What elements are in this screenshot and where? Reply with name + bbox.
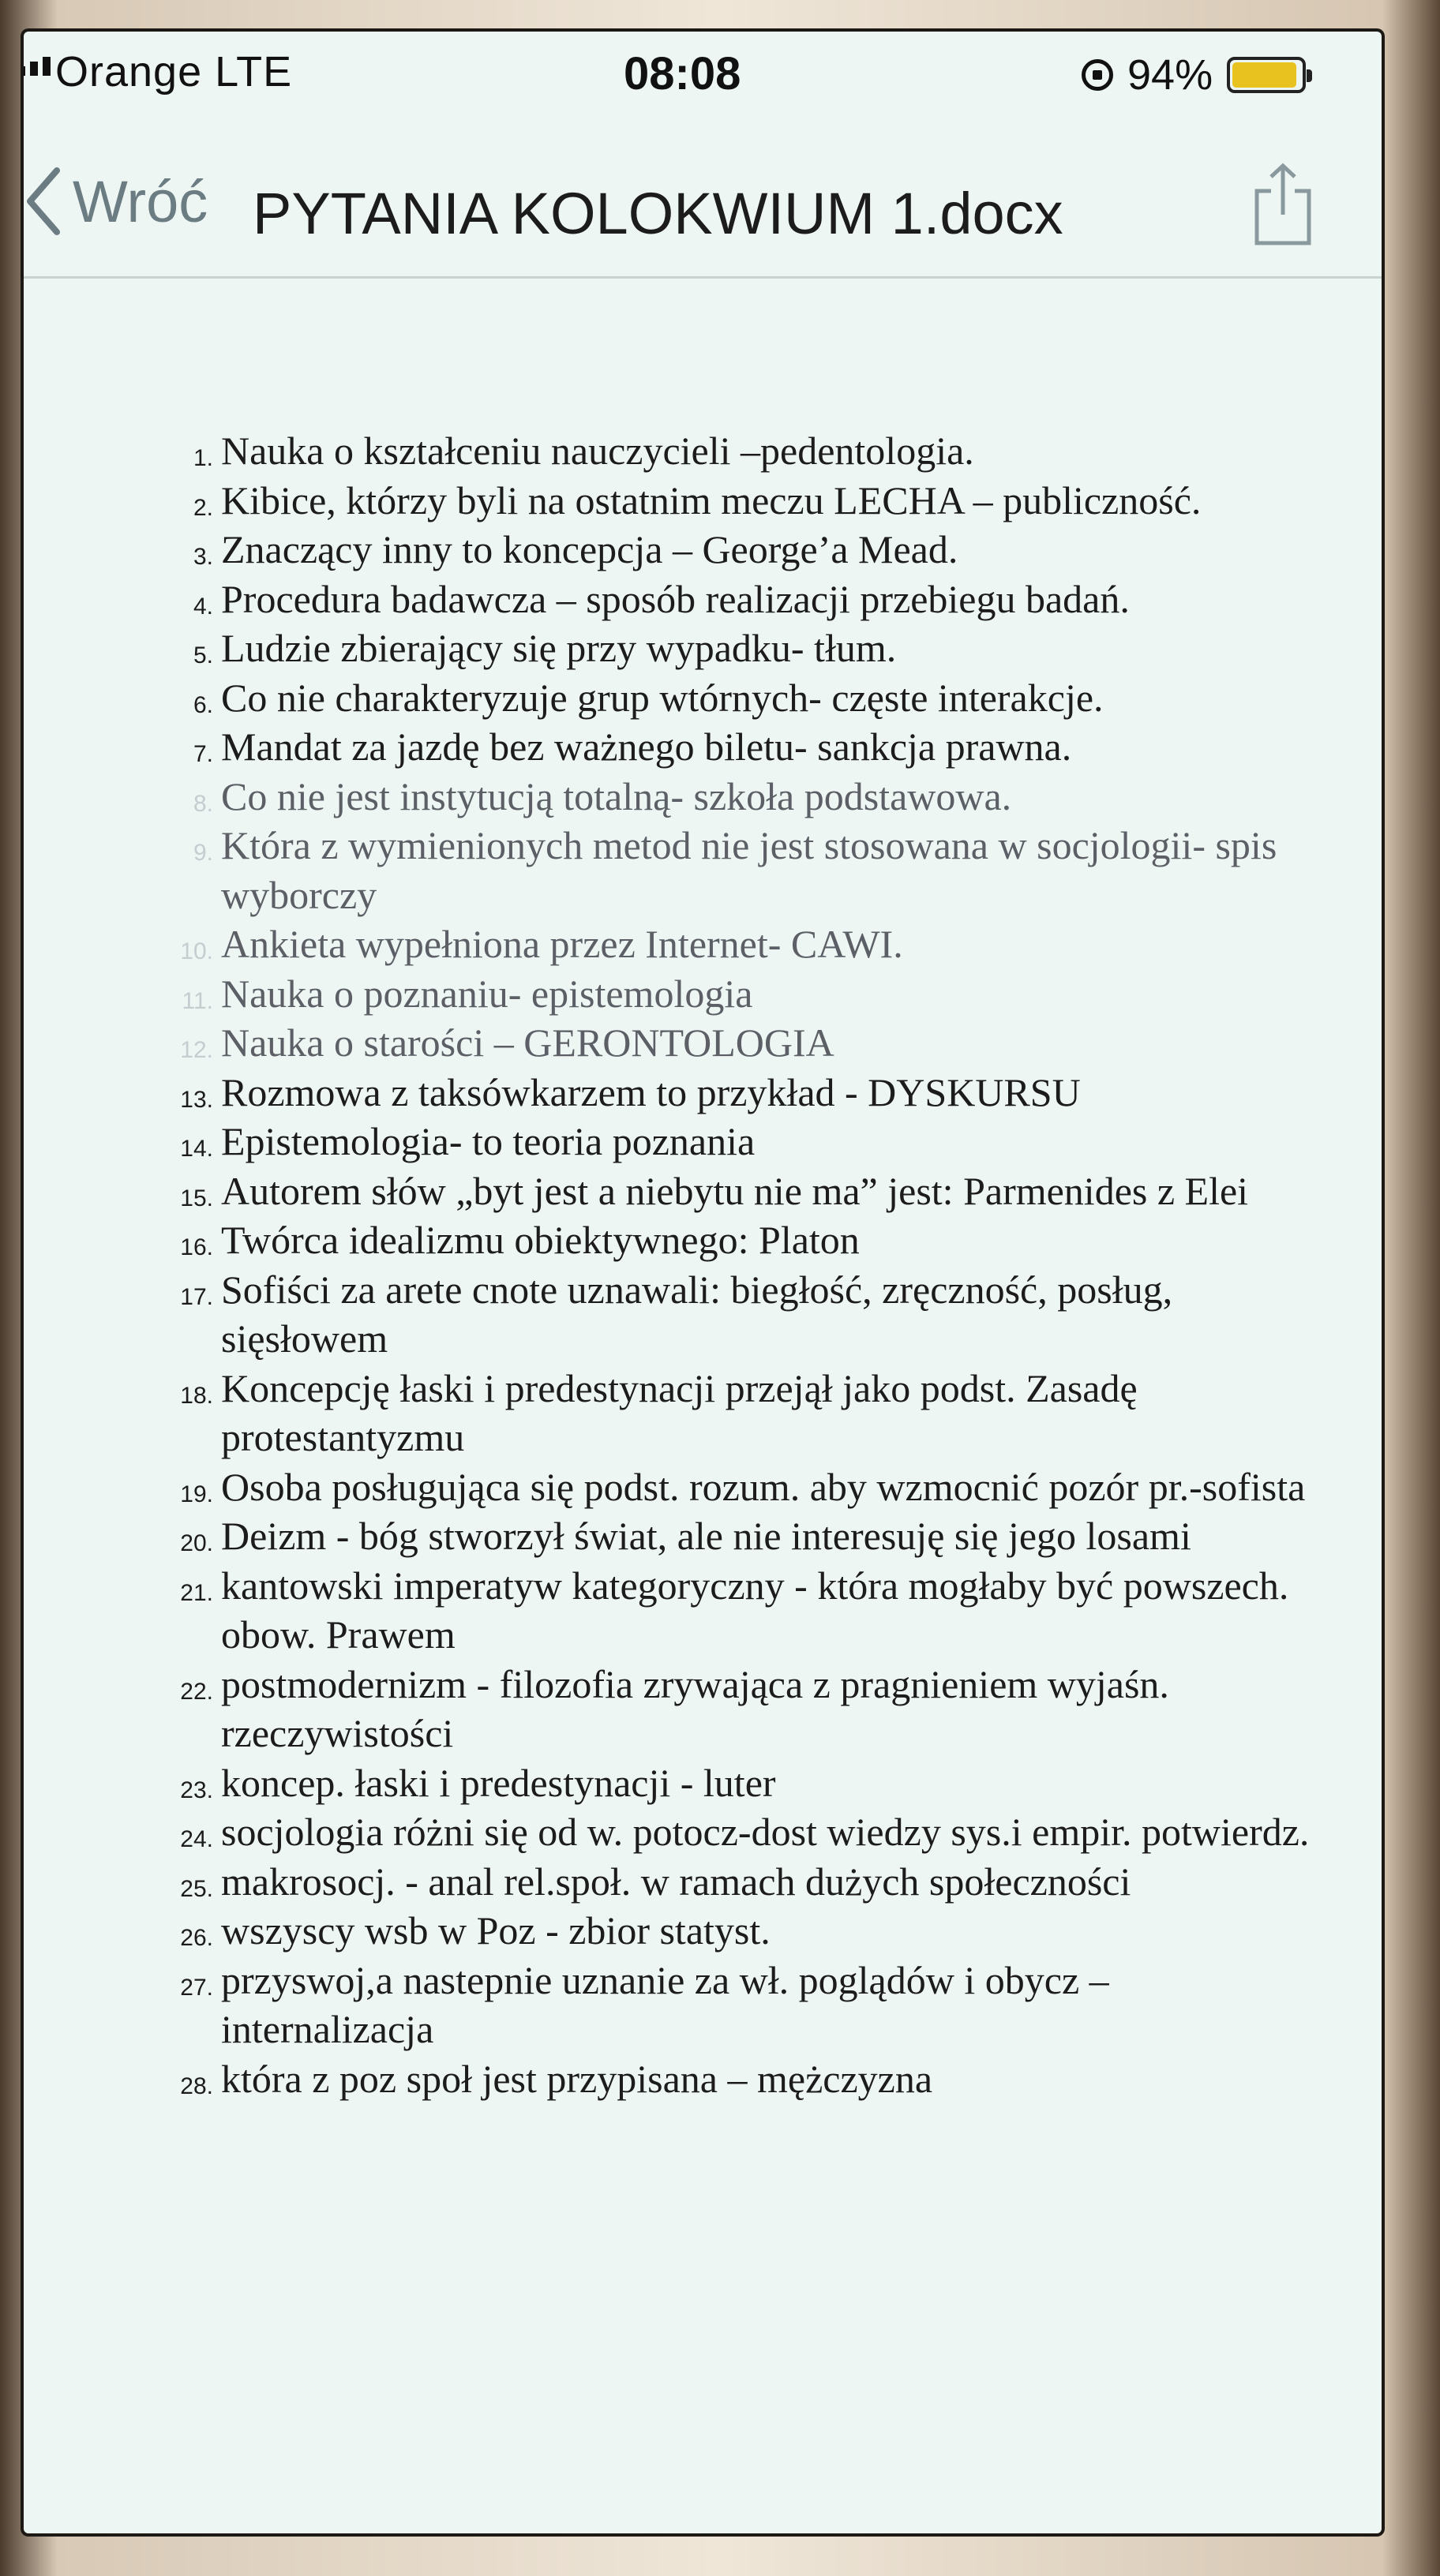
question-text: Nauka o starości – GERONTOLOGIA bbox=[221, 1020, 834, 1065]
list-item bbox=[24, 969, 1382, 1019]
question-text: Autorem słów „byt jest a niebytu nie ma” jest: Parmenides z Elei bbox=[221, 1168, 1249, 1213]
battery-status bbox=[1082, 51, 1306, 99]
question-text: Koncepcję łaski i predestynacji przejął jako podst. Zasadę protestantyzmu bbox=[221, 1365, 1138, 1459]
share-button[interactable] bbox=[1247, 161, 1318, 252]
question-text: Nauka o poznaniu- epistemologia bbox=[221, 971, 753, 1016]
question-number: 21. bbox=[180, 1579, 213, 1606]
question-number: 9. bbox=[193, 840, 213, 866]
status-bar bbox=[24, 32, 1382, 118]
question-text: Procedura badawcza – sposób realizacji przebiegu badań. bbox=[221, 576, 1130, 621]
list-item bbox=[24, 1857, 1382, 1907]
list-item bbox=[24, 673, 1382, 723]
list-item bbox=[24, 1117, 1382, 1166]
battery-percent: 94% bbox=[1127, 51, 1213, 99]
question-number: 18. bbox=[180, 1382, 213, 1409]
question-number: 10. bbox=[180, 938, 213, 964]
back-label: Wróć bbox=[73, 168, 208, 234]
question-text: Osoba posługująca się podst. rozum. aby wzmocnić pozór pr.-sofista bbox=[221, 1464, 1306, 1509]
list-item bbox=[24, 1561, 1382, 1660]
list-item bbox=[24, 1660, 1382, 1758]
question-number: 17. bbox=[180, 1283, 213, 1310]
navigation-bar bbox=[24, 118, 1382, 279]
question-text: Znaczący inny to koncepcja – George’a Mead. bbox=[221, 527, 958, 571]
question-number: 2. bbox=[193, 494, 213, 521]
question-text: kantowski imperatyw kategoryczny - która mogłaby być powszech. obow. Prawem bbox=[221, 1563, 1289, 1657]
question-text: Mandat za jazdę bez ważnego biletu- sankcja prawna. bbox=[221, 724, 1072, 769]
list-item bbox=[24, 1265, 1382, 1364]
question-number: 15. bbox=[180, 1185, 213, 1211]
signal-strength-icon bbox=[24, 57, 51, 76]
question-list bbox=[24, 426, 1382, 2103]
question-text: Co nie jest instytucją totalną- szkoła podstawowa. bbox=[221, 773, 1012, 818]
battery-fill bbox=[1232, 62, 1296, 88]
question-number: 7. bbox=[193, 741, 213, 767]
share-icon bbox=[1247, 238, 1318, 251]
list-item bbox=[24, 1511, 1382, 1561]
question-number: 13. bbox=[180, 1086, 213, 1113]
battery-icon bbox=[1227, 57, 1306, 93]
question-number: 27. bbox=[180, 1974, 213, 2001]
question-number: 23. bbox=[180, 1777, 213, 1803]
list-item bbox=[24, 525, 1382, 575]
list-item bbox=[24, 919, 1382, 969]
question-text: postmodernizm - filozofia zrywająca z pragnieniem wyjaśn. rzeczywistości bbox=[221, 1661, 1169, 1755]
list-item bbox=[24, 1018, 1382, 1068]
back-button[interactable] bbox=[24, 166, 208, 237]
list-item bbox=[24, 1956, 1382, 2054]
question-number: 6. bbox=[193, 691, 213, 718]
question-number: 5. bbox=[193, 642, 213, 668]
carrier-label: Orange LTE bbox=[55, 48, 293, 95]
question-number: 20. bbox=[180, 1530, 213, 1556]
question-text: Twórca idealizmu obiektywnego: Platon bbox=[221, 1218, 860, 1262]
question-text: która z poz społ jest przypisana – mężczyzna bbox=[221, 2056, 933, 2101]
list-item bbox=[24, 1807, 1382, 1857]
question-number: 1. bbox=[193, 445, 213, 471]
question-number: 14. bbox=[180, 1136, 213, 1162]
question-text: makrosocj. - anal rel.społ. w ramach dużych społeczności bbox=[221, 1859, 1131, 1904]
question-number: 8. bbox=[193, 790, 213, 817]
question-text: przyswoj,a nastepnie uznanie za wł. poglądów i obycz – internalizacja bbox=[221, 1957, 1109, 2051]
list-item bbox=[24, 1462, 1382, 1512]
question-text: Epistemologia- to teoria poznania bbox=[221, 1119, 756, 1163]
list-item bbox=[24, 1166, 1382, 1216]
question-number: 28. bbox=[180, 2072, 213, 2099]
question-number: 19. bbox=[180, 1481, 213, 1507]
question-text: koncep. łaski i predestynacji - luter bbox=[221, 1760, 776, 1805]
list-item bbox=[24, 575, 1382, 624]
list-item bbox=[24, 772, 1382, 822]
list-item bbox=[24, 821, 1382, 919]
question-text: Ludzie zbierający się przy wypadku- tłum. bbox=[221, 626, 897, 670]
question-number: 22. bbox=[180, 1678, 213, 1705]
question-text: Deizm - bóg stworzył świat, ale nie interesuję się jego losami bbox=[221, 1514, 1191, 1558]
question-text: socjologia różni się od w. potocz-dost wiedzy sys.i empir. potwierdz. bbox=[221, 1810, 1310, 1854]
list-item bbox=[24, 1215, 1382, 1265]
question-number: 4. bbox=[193, 593, 213, 620]
list-item bbox=[24, 476, 1382, 526]
question-number: 26. bbox=[180, 1925, 213, 1951]
question-number: 11. bbox=[182, 987, 213, 1014]
question-number: 3. bbox=[193, 544, 213, 570]
list-item bbox=[24, 1906, 1382, 1956]
question-text: Nauka o kształceniu nauczycieli –pedentologia. bbox=[221, 429, 974, 473]
chevron-left-icon bbox=[24, 166, 62, 237]
list-item bbox=[24, 2054, 1382, 2104]
question-text: Ankieta wypełniona przez Internet- CAWI. bbox=[221, 922, 903, 966]
question-text: wszyscy wsb w Poz - zbior statyst. bbox=[221, 1908, 771, 1953]
question-text: Która z wymienionych metod nie jest stosowana w socjologii- spis wyborczy bbox=[221, 823, 1277, 917]
question-number: 16. bbox=[180, 1234, 213, 1260]
question-text: Kibice, którzy byli na ostatnim meczu LECHA – publiczność. bbox=[221, 477, 1202, 522]
list-item bbox=[24, 1068, 1382, 1118]
list-item bbox=[24, 1364, 1382, 1462]
question-number: 25. bbox=[180, 1875, 213, 1902]
list-item bbox=[24, 426, 1382, 476]
phone-screen bbox=[24, 32, 1382, 2533]
question-text: Co nie charakteryzuje grup wtórnych- częste interakcje. bbox=[221, 675, 1104, 720]
question-text: Sofiści za arete cnote uznawali: biegłość, zręczność, posług, sięsłowem bbox=[221, 1267, 1173, 1361]
list-item bbox=[24, 623, 1382, 673]
question-number: 12. bbox=[180, 1037, 213, 1063]
document-content[interactable] bbox=[24, 426, 1382, 2103]
document-title: PYTANIA KOLOKWIUM 1.docx bbox=[253, 181, 1063, 246]
status-time: 08:08 bbox=[624, 48, 741, 99]
list-item bbox=[24, 1758, 1382, 1808]
question-number: 24. bbox=[180, 1826, 213, 1852]
question-text: Rozmowa z taksówkarzem to przykład - DYSKURSU bbox=[221, 1069, 1081, 1114]
list-item bbox=[24, 722, 1382, 772]
rotation-lock-icon bbox=[1082, 59, 1113, 91]
